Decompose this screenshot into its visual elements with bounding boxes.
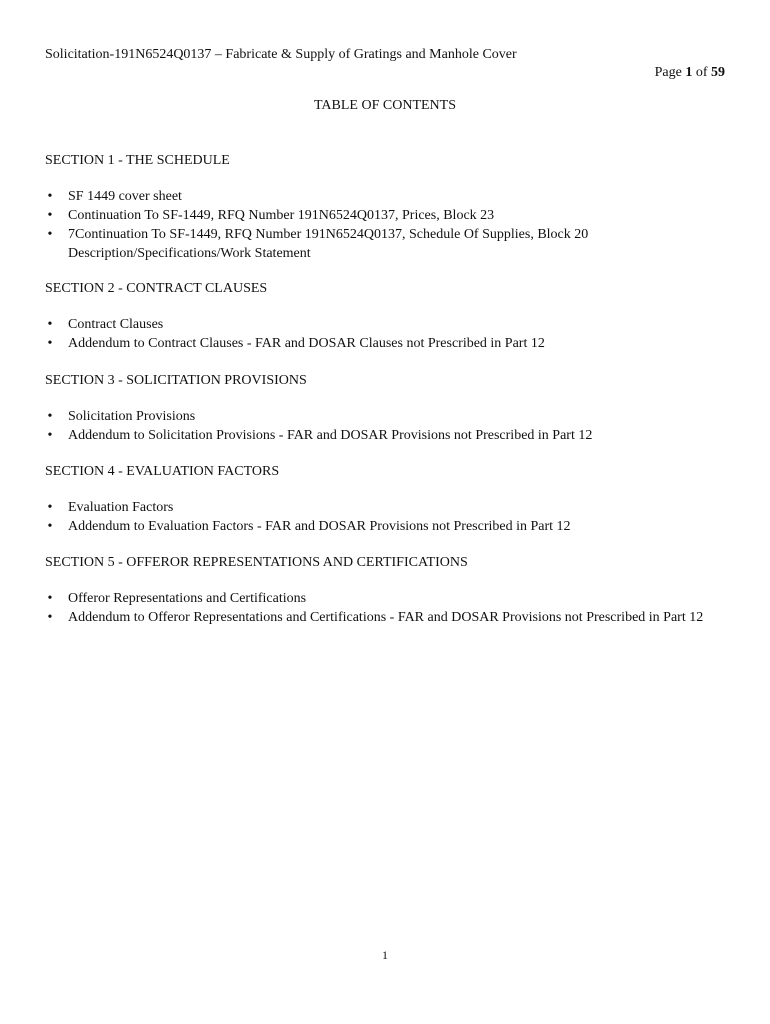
bullet-icon: • [47,610,53,625]
bullet-icon: • [47,317,53,332]
bullet-icon: • [47,500,53,515]
list-item-text: Continuation To SF-1449, RFQ Number 191N6524Q0137, Prices, Block 23 [68,208,495,223]
page-of-label: of [695,65,708,80]
section-2 [45,279,725,353]
list-item-text: Addendum to Solicitation Provisions - FAR and DOSAR Provisions not Prescribed in Part 12 [68,428,593,443]
list-item-text: Contract Clauses [68,317,164,332]
section-item-list [45,589,725,627]
page-current: 1 [685,65,693,80]
list-item [45,608,725,627]
list-item [45,334,725,353]
list-item-text: Addendum to Contract Clauses - FAR and DOSAR Clauses not Prescribed in Part 12 [68,336,545,351]
section-item-list [45,315,725,353]
section-item-list [45,498,725,536]
section-1 [45,151,725,263]
bullet-icon: • [47,336,53,351]
table-of-contents-title: TABLE OF CONTENTS [314,98,456,113]
section-heading: SECTION 5 - OFFEROR REPRESENTATIONS AND CERTIFICATIONS [45,555,468,570]
bullet-icon: • [47,409,53,424]
section-item-list [45,187,725,263]
list-item [45,589,725,608]
bullet-icon: • [47,189,53,204]
section-4 [45,462,725,536]
bullet-icon: • [47,519,53,534]
list-item [45,517,725,536]
list-item [45,315,725,334]
bullet-icon: • [47,428,53,443]
list-item-text: Addendum to Offeror Representations and Certifications - FAR and DOSAR Provisions not Prescribed in Part 12 [68,610,704,625]
section-5 [45,553,725,627]
list-item-text: SF 1449 cover sheet [68,189,182,204]
list-item [45,426,725,445]
footer-page-number: 1 [382,948,388,962]
list-item-text: Addendum to Evaluation Factors - FAR and DOSAR Provisions not Prescribed in Part 12 [68,519,571,534]
section-item-list [45,407,725,445]
page-total: 59 [711,65,725,80]
section-heading: SECTION 2 - CONTRACT CLAUSES [45,281,268,296]
bullet-icon: • [47,208,53,223]
bullet-icon: • [47,227,53,242]
page-indicator [655,65,725,81]
list-item [45,225,725,263]
list-item [45,206,725,225]
list-item [45,498,725,517]
list-item-text: Solicitation Provisions [68,409,196,424]
list-item-text: Evaluation Factors [68,500,174,515]
section-heading: SECTION 1 - THE SCHEDULE [45,153,230,168]
section-3 [45,371,725,445]
list-item [45,407,725,426]
page-label: Page [654,65,682,80]
list-item-text: Offeror Representations and Certifications [68,591,307,606]
document-header-title: Solicitation-191N6524Q0137 – Fabricate & Supply of Gratings and Manhole Cover [45,47,517,62]
section-heading: SECTION 4 - EVALUATION FACTORS [45,464,280,479]
list-item [45,187,725,206]
bullet-icon: • [47,591,53,606]
section-heading: SECTION 3 - SOLICITATION PROVISIONS [45,373,307,388]
list-item-text: 7Continuation To SF-1449, RFQ Number 191N6524Q0137, Schedule Of Supplies, Block 20 Description/Specifications/Work Statement [68,227,589,261]
